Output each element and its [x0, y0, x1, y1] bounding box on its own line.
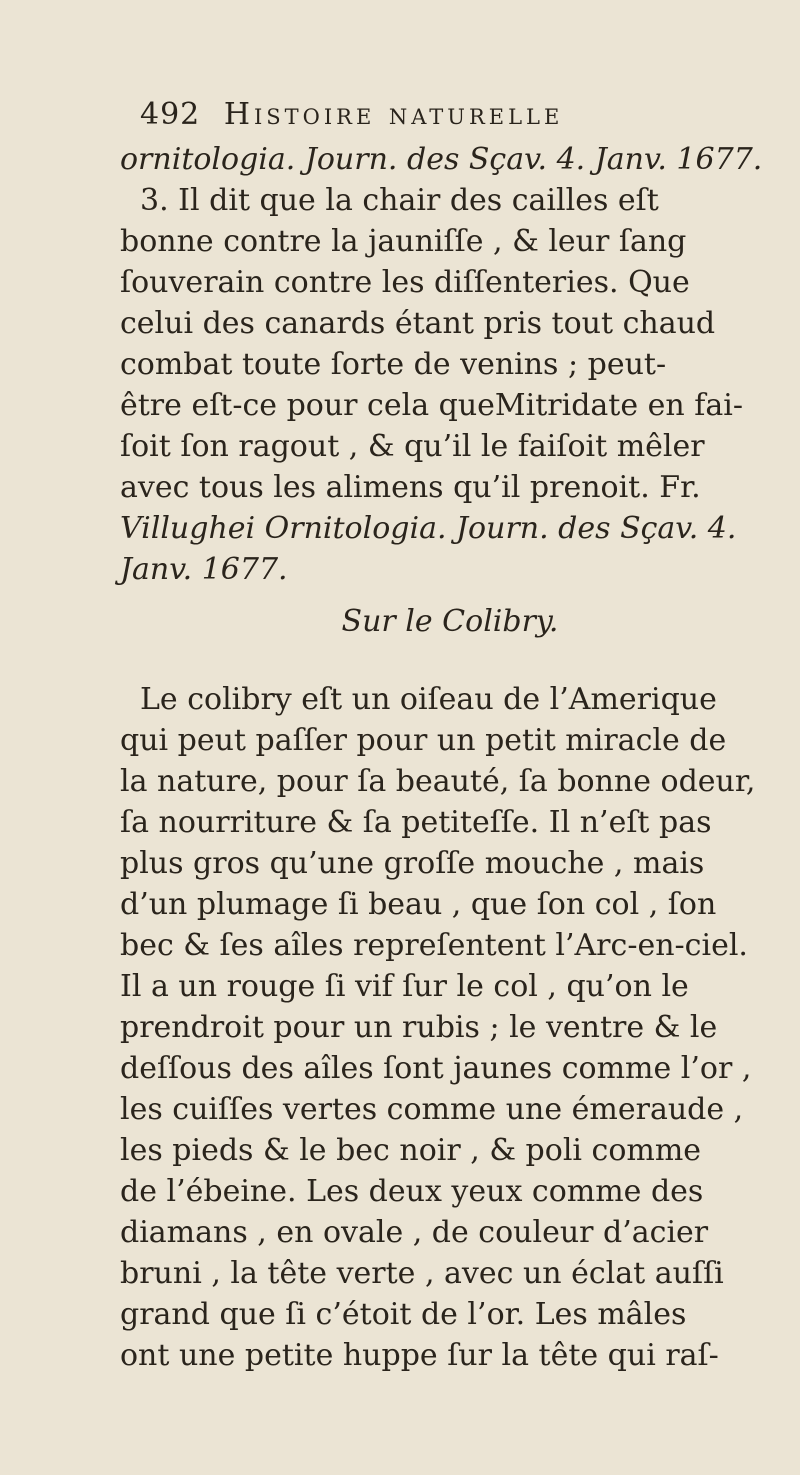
text-line: Le colibry eſt un oiſeau de l’Amerique [140, 682, 717, 717]
text-line: plus gros qu’une groſſe mouche , mais [120, 846, 705, 881]
text-line: diamans , en ovale , de couleur d’acier [120, 1215, 709, 1250]
text-line: 3. Il dit que la chair des cailles eſt [140, 183, 659, 218]
text-line: combat toute ſorte de venins ; peut- [120, 347, 667, 382]
text-line: prendroit pour un rubis ; le ventre & le [120, 1010, 718, 1045]
text-line: grand que ſi c’étoit de l’or. Les mâles [120, 1297, 687, 1332]
text-line: ſa nourriture & ſa petiteſſe. Il n’eſt pas [120, 805, 712, 840]
text-line: d’un plumage ſi beau , que ſon col , ſon [120, 887, 717, 922]
text-line: ſouverain contre les diſſenteries. Que [120, 265, 690, 300]
text-line: de l’ébeine. Les deux yeux comme des [120, 1174, 704, 1209]
text-line: être eſt-ce pour cela queMitridate en fai- [120, 388, 743, 423]
running-header [140, 97, 780, 132]
text-line: bonne contre la jauniſſe , & leur ſang [120, 224, 687, 259]
page-number: 492 [140, 97, 201, 132]
text-line: avec tous les alimens qu’il prenoit. Fr. [120, 470, 701, 505]
section-title: Sur le Colibry. [341, 604, 559, 639]
text-line: ornitologia. Journ. des Sçav. 4. Janv. 1677. [120, 142, 763, 177]
text-line: Villughei Ornitologia. Journ. des Sçav. 4. [120, 511, 737, 546]
text-line: les cuiſſes vertes comme une émeraude , [120, 1092, 744, 1127]
text-line: bec & ſes aîles repreſentent l’Arc-en-ciel. [120, 928, 748, 963]
text-line: ont une petite huppe ſur la tête qui raſ- [120, 1338, 719, 1373]
text-line: la nature, pour ſa beauté, ſa bonne odeur, [120, 764, 756, 799]
text-line: bruni , la tête verte , avec un éclat auſſi [120, 1256, 724, 1291]
text-line: celui des canards étant pris tout chaud [120, 306, 716, 341]
text-line: ſoit ſon ragout , & qu’il le faiſoit mêler [120, 429, 705, 464]
running-title: Histoire naturelle [223, 97, 564, 132]
text-line: deſſous des aîles ſont jaunes comme l’or , [120, 1051, 752, 1086]
text-line: Il a un rouge ſi vif ſur le col , qu’on le [120, 969, 689, 1004]
text-line: les pieds & le bec noir , & poli comme [120, 1133, 702, 1168]
text-line: qui peut paſſer pour un petit miracle de [120, 723, 727, 758]
text-line: Janv. 1677. [120, 552, 288, 587]
